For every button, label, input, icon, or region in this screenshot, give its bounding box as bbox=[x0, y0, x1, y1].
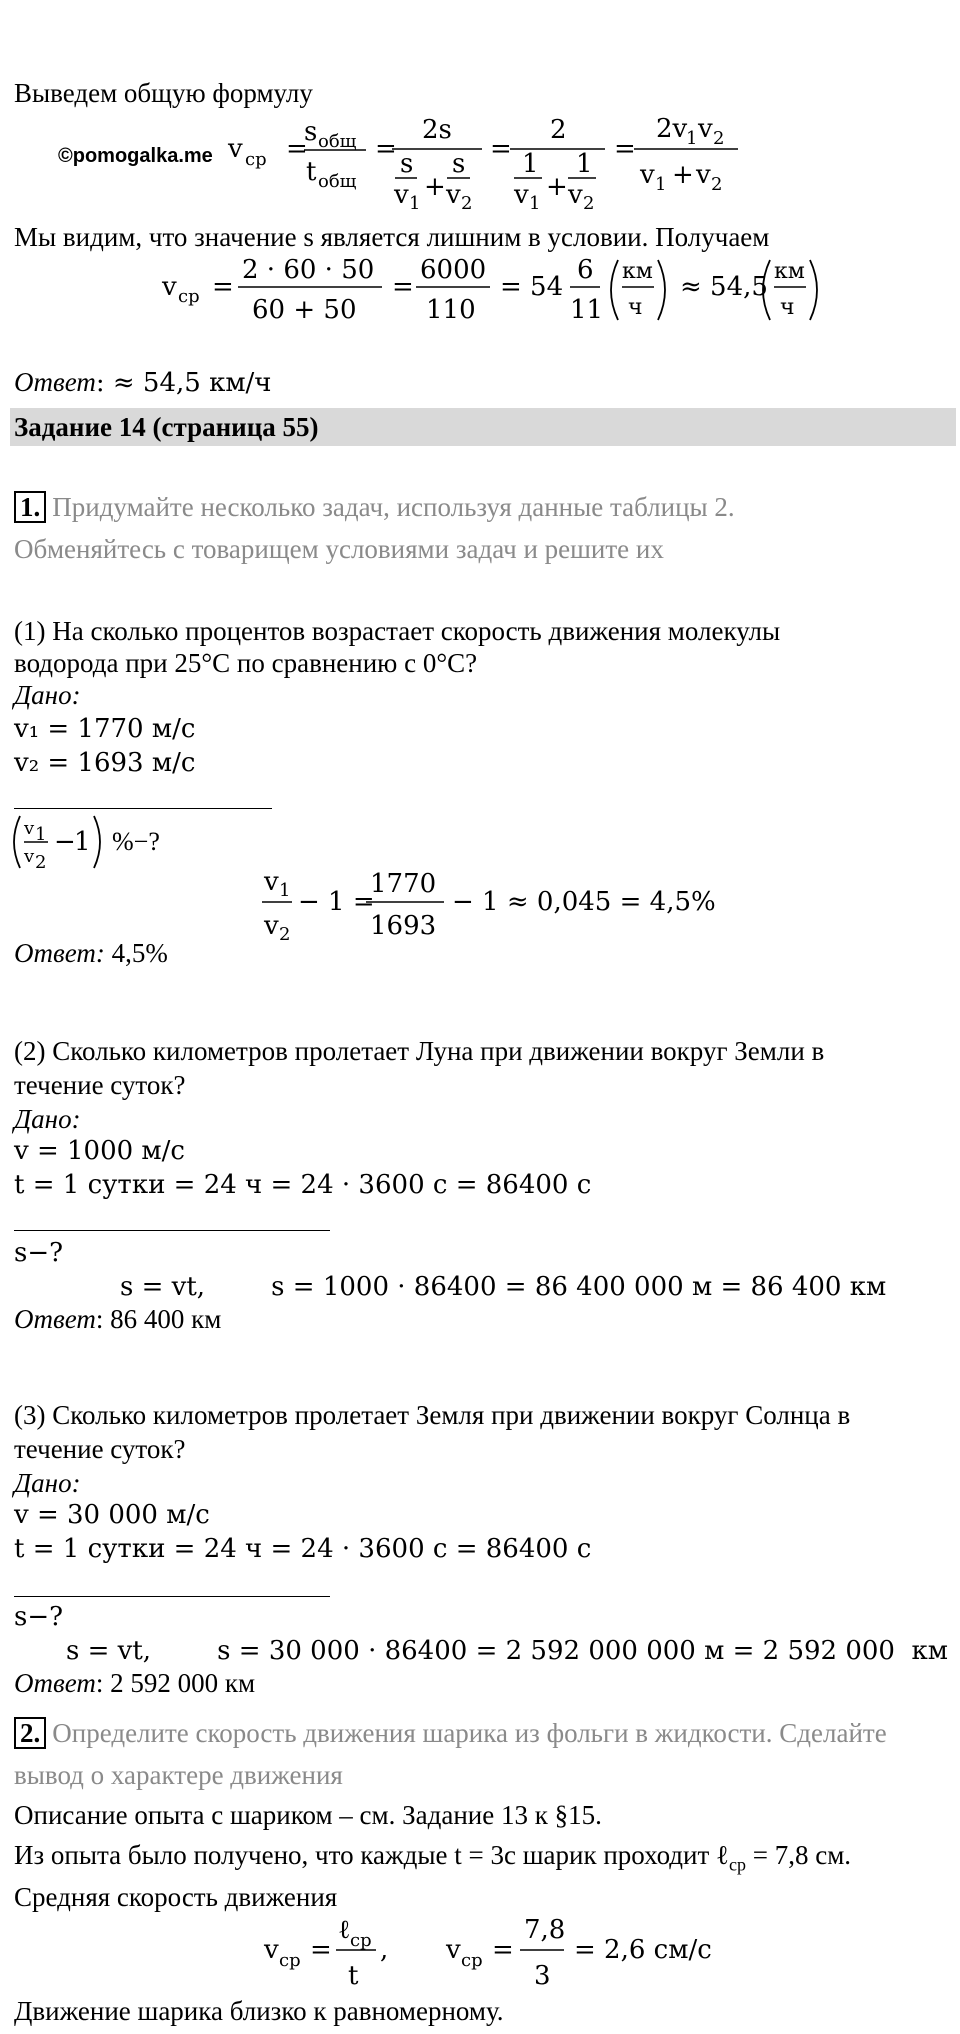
svg-text:=: = bbox=[614, 134, 636, 164]
svg-text:t: t bbox=[306, 157, 317, 187]
p3-solution: s = vt, s = 30 000 · 86400 = 2 592 000 000 м = 2 592 000 км bbox=[66, 1636, 948, 1666]
svg-text:2: 2 bbox=[711, 174, 723, 195]
svg-text:ℓ: ℓ bbox=[338, 1915, 351, 1945]
svg-text:110: 110 bbox=[426, 295, 476, 325]
svg-text:v: v bbox=[446, 180, 461, 210]
svg-text:2: 2 bbox=[279, 924, 291, 945]
p3-question-2: течение суток? bbox=[14, 1434, 186, 1464]
svg-text:1: 1 bbox=[576, 149, 593, 179]
p3-given: Дано: bbox=[14, 1468, 81, 1498]
numeric-formula bbox=[160, 248, 810, 328]
svg-text:1: 1 bbox=[35, 824, 47, 845]
svg-text:,: , bbox=[380, 1935, 389, 1965]
task-1-line-2: Обменяйтесь с товарищем условиями задач и решите их bbox=[14, 534, 664, 564]
svg-text:= 2,6 см/с: = 2,6 см/с bbox=[574, 1935, 712, 1965]
svg-text:%−?: %−? bbox=[112, 827, 160, 856]
svg-text:2v: 2v bbox=[656, 114, 688, 144]
svg-text:2 · 60 · 50: 2 · 60 · 50 bbox=[242, 255, 375, 285]
svg-text:s: s bbox=[452, 149, 466, 179]
p3-given-1: v = 30 000 м/с bbox=[14, 1500, 210, 1530]
svg-text:cp: cp bbox=[245, 149, 267, 170]
section-band bbox=[10, 408, 956, 446]
svg-text:s: s bbox=[304, 117, 318, 147]
p2-solution: s = vt, s = 1000 · 86400 = 86 400 000 м = 86 400 км bbox=[120, 1272, 887, 1302]
task-1-line-1: 1. Придумайте несколько задач, используя данные таблицы 2. bbox=[14, 490, 735, 524]
svg-text:+: + bbox=[546, 172, 568, 202]
p1-given-1: v₁ = 1770 м/с bbox=[14, 714, 196, 744]
svg-text:cp: cp bbox=[279, 1950, 301, 1971]
task-2-line-1: 2. Определите скорость движения шарика из фольги в жидкости. Сделайте bbox=[14, 1716, 887, 1750]
p3-find: s−? bbox=[14, 1602, 64, 1632]
svg-text:=: = bbox=[212, 272, 234, 302]
task-1-number: 1. bbox=[14, 491, 46, 523]
p1-answer: Ответ: 4,5% bbox=[14, 938, 168, 968]
svg-text:v: v bbox=[228, 134, 243, 164]
t2-line-3: Средняя скорость движения bbox=[14, 1882, 338, 1912]
watermark-logo: ©pomogalka.me bbox=[58, 145, 213, 167]
svg-text:1: 1 bbox=[522, 149, 539, 179]
task-2-number: 2. bbox=[14, 1717, 46, 1749]
svg-text:1: 1 bbox=[279, 880, 291, 901]
svg-text:общ: общ bbox=[318, 171, 357, 192]
svg-text:+: + bbox=[424, 172, 446, 202]
p3-divider bbox=[14, 1596, 330, 1597]
p3-given-2: t = 1 сутки = 24 ч = 24 · 3600 с = 86400 с bbox=[14, 1534, 592, 1564]
section-title: Задание 14 (страница 55) bbox=[14, 412, 319, 442]
svg-text:ч: ч bbox=[628, 295, 643, 320]
p1-question-2: водорода при 25°С по сравнению с 0°С? bbox=[14, 648, 478, 678]
svg-text:v: v bbox=[24, 846, 35, 867]
svg-text:=: = bbox=[310, 1935, 332, 1965]
p2-answer: Ответ: 86 400 км bbox=[14, 1304, 222, 1334]
t2-formula bbox=[258, 1906, 738, 1996]
svg-text:v: v bbox=[640, 160, 655, 190]
p2-given-2: t = 1 сутки = 24 ч = 24 · 3600 с = 86400 с bbox=[14, 1170, 592, 1200]
svg-text:1: 1 bbox=[409, 193, 421, 214]
svg-text:км: км bbox=[774, 259, 805, 284]
svg-text:v: v bbox=[264, 867, 279, 897]
p2-question-2: течение суток? bbox=[14, 1070, 186, 1100]
svg-text:2: 2 bbox=[461, 193, 473, 214]
svg-text:км: км bbox=[622, 259, 653, 284]
p1-divider bbox=[14, 808, 272, 809]
svg-text:=: = bbox=[392, 272, 414, 302]
p2-given: Дано: bbox=[14, 1104, 81, 1134]
p1-given: Дано: bbox=[14, 680, 81, 710]
svg-text:cp: cp bbox=[461, 1950, 483, 1971]
svg-text:−: − bbox=[54, 827, 76, 857]
svg-text:60 + 50: 60 + 50 bbox=[252, 295, 357, 325]
p2-find: s−? bbox=[14, 1238, 64, 1268]
t2-line-1: Описание опыта с шариком – см. Задание 13 к §15. bbox=[14, 1800, 602, 1830]
svg-text:v: v bbox=[24, 818, 35, 839]
t2-conclusion: Движение шарика близко к равномерному. bbox=[14, 1996, 504, 2026]
p3-answer: Ответ: 2 592 000 км bbox=[14, 1668, 256, 1698]
p1-solution bbox=[258, 862, 718, 945]
svg-text:3: 3 bbox=[534, 1961, 551, 1991]
svg-text:v: v bbox=[514, 180, 529, 210]
svg-text:v: v bbox=[162, 272, 177, 302]
svg-text:+: + bbox=[672, 160, 694, 190]
svg-text:=: = bbox=[286, 134, 308, 164]
t2-line-2: Из опыта было получено, что каждые t = 3с шарик проходит ℓ$_{cp}$ = 7,8 см. bbox=[14, 1840, 852, 1875]
svg-text:− 1 ≈ 0,045 = 4,5%: − 1 ≈ 0,045 = 4,5% bbox=[452, 887, 716, 917]
svg-text:v: v bbox=[394, 180, 409, 210]
svg-text:1: 1 bbox=[686, 128, 698, 149]
svg-text:s: s bbox=[400, 149, 414, 179]
task-2-line-2: вывод о характере движения bbox=[14, 1760, 343, 1790]
svg-text:2: 2 bbox=[35, 852, 47, 873]
svg-text:cp: cp bbox=[350, 1930, 372, 1951]
p2-question-1: (2) Сколько километров пролетает Луна при движении вокруг Земли в bbox=[14, 1036, 825, 1066]
p1-question-1: (1) На сколько процентов возрастает скорость движения молекулы bbox=[14, 616, 781, 646]
svg-text:=: = bbox=[375, 134, 397, 164]
svg-text:= 54: = 54 bbox=[500, 272, 564, 302]
p2-divider bbox=[14, 1230, 330, 1231]
svg-text:2: 2 bbox=[583, 193, 595, 214]
svg-text:общ: общ bbox=[318, 131, 357, 152]
svg-text:11: 11 bbox=[570, 295, 604, 325]
p1-given-2: v₂ = 1693 м/с bbox=[14, 748, 196, 778]
general-formula bbox=[220, 105, 740, 215]
p1-find bbox=[12, 812, 212, 872]
svg-text:1: 1 bbox=[529, 193, 541, 214]
intro-text: Выведем общую формулу bbox=[14, 78, 313, 108]
svg-text:1770: 1770 bbox=[370, 869, 437, 899]
svg-text:ч: ч bbox=[780, 295, 795, 320]
svg-text:1: 1 bbox=[655, 174, 667, 195]
answer-1: Ответ: ≈ 54,5 км/ч bbox=[14, 367, 272, 398]
svg-text:2: 2 bbox=[713, 128, 725, 149]
svg-text:=: = bbox=[492, 1935, 514, 1965]
p3-question-1: (3) Сколько километров пролетает Земля при движении вокруг Солнца в bbox=[14, 1400, 851, 1430]
svg-text:v: v bbox=[264, 911, 279, 941]
svg-text:2: 2 bbox=[550, 115, 567, 145]
svg-text:v: v bbox=[264, 1935, 279, 1965]
svg-text:cp: cp bbox=[178, 286, 200, 307]
svg-text:6: 6 bbox=[577, 255, 594, 285]
svg-text:=: = bbox=[490, 134, 512, 164]
svg-text:v: v bbox=[446, 1935, 461, 1965]
p2-given-1: v = 1000 м/с bbox=[14, 1136, 185, 1166]
svg-text:1: 1 bbox=[74, 827, 91, 857]
seen-text: Мы видим, что значение s является лишним в условии. Получаем bbox=[14, 222, 770, 252]
svg-text:− 1 =: − 1 = bbox=[298, 887, 375, 917]
svg-text:7,8: 7,8 bbox=[524, 1915, 566, 1945]
svg-text:6000: 6000 bbox=[420, 255, 487, 285]
svg-text:t: t bbox=[348, 1961, 359, 1991]
svg-text:≈ 54,5: ≈ 54,5 bbox=[680, 272, 768, 302]
svg-text:v: v bbox=[698, 114, 713, 144]
svg-text:v: v bbox=[696, 160, 711, 190]
svg-text:2s: 2s bbox=[422, 115, 452, 145]
svg-text:v: v bbox=[568, 180, 583, 210]
svg-text:1693: 1693 bbox=[370, 911, 437, 941]
